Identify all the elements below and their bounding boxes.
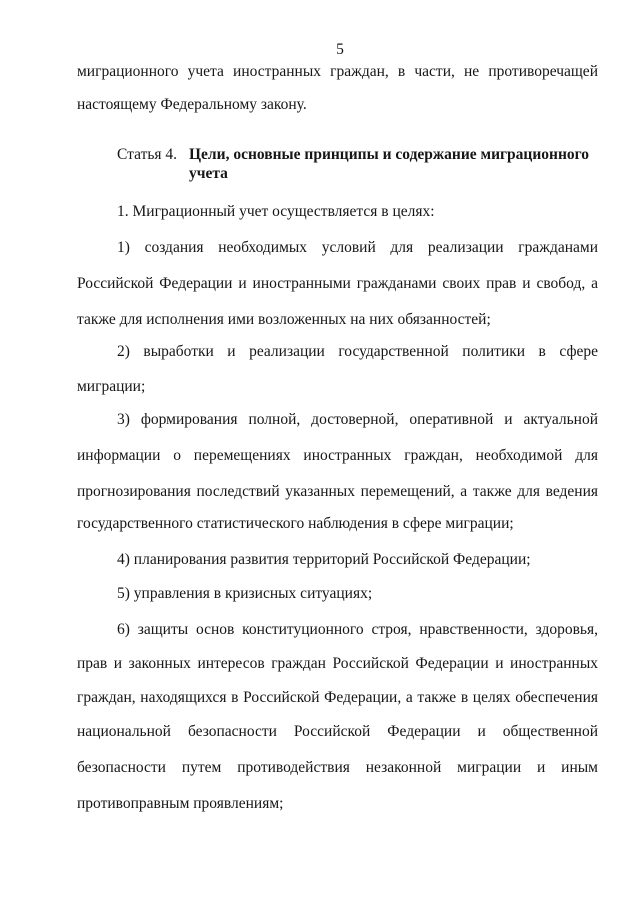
item-6-line-4: национальной безопасности Российской Федерации и общественной [77,723,598,740]
item-6-line-5: безопасности путем противодействия незаконной миграции и иным [77,759,598,776]
item-6-line-6: противоправным проявлениям; [77,795,284,812]
article-title-line-2: учета [189,165,228,182]
item-1-line-3: также для исполнения ими возложенных на них обязанностей; [77,311,491,328]
item-6-line-1: 6) защиты основ конституционного строя, нравственности, здоровья, [117,621,598,638]
item-6-line-3: граждан, находящихся в Российской Федерации, а также в целях обеспечения [77,689,598,706]
clause-1: 1. Миграционный учет осуществляется в целях: [117,203,435,220]
item-3-line-1: 3) формирования полной, достоверной, оперативной и актуальной [117,411,598,428]
article-label: Статья 4. [117,146,178,163]
item-2-line-2: миграции; [77,378,146,395]
item-4: 4) планирования развития территорий Российской Федерации; [117,551,531,568]
item-2-line-1: 2) выработки и реализации государственной политики в сфере [117,343,598,360]
item-5: 5) управления в кризисных ситуациях; [117,585,373,602]
item-3-line-4: государственного статистического наблюдения в сфере миграции; [77,515,514,532]
item-6-line-2: прав и законных интересов граждан Российской Федерации и иностранных [77,655,598,672]
item-1-line-2: Российской Федерации и иностранными гражданами своих прав и свобод, а [77,275,598,292]
intro-line-2: настоящему Федеральному закону. [77,96,307,113]
item-1-line-1: 1) создания необходимых условий для реализации гражданами [117,239,598,256]
page-number: 5 [336,41,344,58]
intro-line-1: миграционного учета иностранных граждан, в части, не противоречащей [77,63,598,80]
article-title-line-1: Цели, основные принципы и содержание миграционного [189,146,590,163]
item-3-line-2: информации о перемещениях иностранных граждан, необходимой для [77,447,598,464]
item-3-line-3: прогнозирования последствий указанных перемещений, а также для ведения [77,483,598,500]
